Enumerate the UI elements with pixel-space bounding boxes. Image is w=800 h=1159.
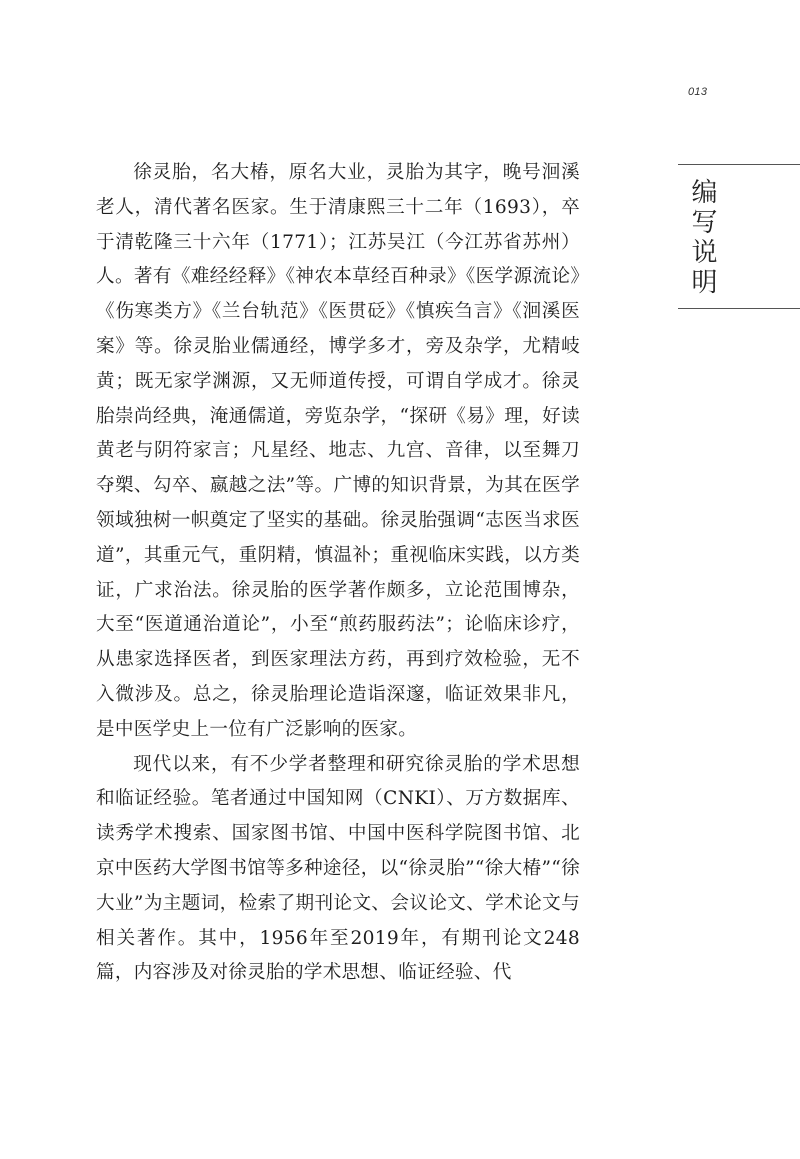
paragraph: 徐灵胎，名大椿，原名大业，灵胎为其字，晚号洄溪老人，清代著名医家。生于清康熙三十二年（1693），卒于清乾隆三十六年（1771）；江苏吴江（今江苏省苏州）人。著有《难经经释》《神农本草经百种录》《医学源流论》《伤寒类方》《兰台轨范》《医贯砭》《慎疾刍言》《洄溪医案》等。徐灵胎业儒通经，博学多才，旁及杂学，尤精岐黄；既无家学渊源，又无师道传授，可谓自学成才。徐灵胎崇尚经典，淹通儒道，旁览杂学，“探研《易》理，好读黄老与阴符家言；凡星经、地志、九宫、音律，以至舞刀夺槊、勾卒、嬴越之法”等。广博的知识背景，为其在医学领域独树一帜奠定了坚实的基础。徐灵胎强调“志医当求医道”，其重元气，重阴精，慎温补；重视临床实践，以方类证，广求治法。徐灵胎的医学著作颇多，立论范围博杂，大至“医道通治道论”，小至“煎药服药法”；论临床诊疗，从患家选择医者，到医家理法方药，再到疗效检验，无不入微涉及。总之，徐灵胎理论造诣深邃，临证效果非凡，是中医学史上一位有广泛影响的医家。: [96, 162, 580, 740]
page-number: 013: [688, 86, 708, 98]
section-title-bottom-rule: [678, 308, 800, 309]
body-text: [96, 156, 580, 991]
section-title-top-rule: [678, 164, 800, 165]
section-title: 编写说明: [687, 178, 717, 298]
paragraph: 现代以来，有不少学者整理和研究徐灵胎的学术思想和临证经验。笔者通过中国知网（CNKI）、万方数据库、读秀学术搜索、国家图书馆、中国中医科学院图书馆、北京中医药大学图书馆等多种途径，以“徐灵胎”“徐大椿”“徐大业”为主题词，检索了期刊论文、会议论文、学术论文与相关著作。其中，1956年至2019年，有期刊论文248篇，内容涉及对徐灵胎的学术思想、临证经验、代: [96, 753, 580, 984]
